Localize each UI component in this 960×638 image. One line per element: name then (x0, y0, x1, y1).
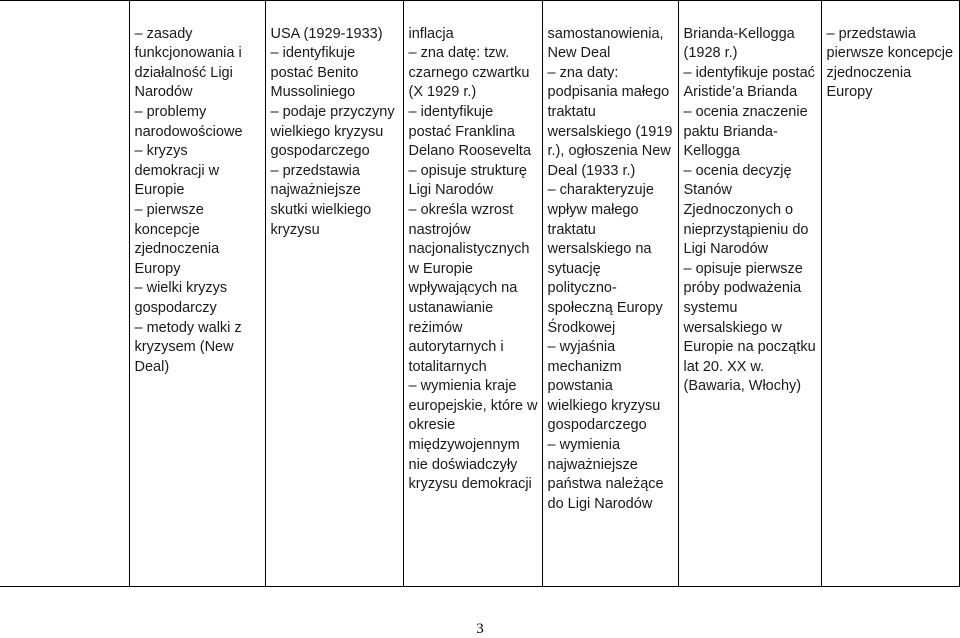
page-number: 3 (476, 621, 484, 637)
requirements-cell-good (542, 1, 678, 587)
requirements-good-text: samostanowienia, New Deal – zna daty: podpisania małego traktatu wersalskiego (1919 r.), ogłoszenia New Deal (1933 r.) – charakteryzuje wpływ małego traktatu wersalskiego na sytuację polityczno-społeczną Europy Środkowej – wyjaśnia mechanizm powstania wielkiego kryzysu gospodarczego – wymienia najważniejsze państwa należące do Ligi Narodów (547, 25, 673, 512)
requirements-very-good-text: Brianda-Kellogga (1928 r.) – identyfikuje postać Aristide’a Brianda – ocenia znaczenie paktu Brianda-Kellogga – ocenia decyzję Stanów Zjednoczonych o nieprzystąpieniu do Ligi Narodów – opisuje pierwsze próby podważenia systemu wersalskiego w Europie na początku lat 20. XX w. (Bawaria, Włochy) (683, 25, 816, 395)
requirements-excellent-text: – przedstawia pierwsze koncepcje zjednoczenia Europy (826, 25, 954, 101)
topic-text: – zasady funkcjonowania i działalność Ligi Narodów – problemy narodowościowe – kryzys demokracji w Europie – pierwsze koncepcje zjednoczenia Europy – wielki kryzys gospodarczy – metody walki z kryzysem (New Deal) (134, 25, 243, 375)
requirements-cell-sufficient (403, 1, 542, 587)
margin-cell (0, 1, 129, 587)
requirements-cell-basic (265, 1, 403, 587)
requirements-sufficient-text: inflacja – zna datę: tzw. czarnego czwartku (X 1929 r.) – identyfikuje postać Franklina Delano Roosevelta – opisuje strukturę Ligi Narodów – określa wzrost nastrojów nacjonalistycznych w Europie wpływających na ustanawianie reżimów autorytarnych i totalitarnych – wymienia kraje europejskie, które w okresie międzywojennym nie doświadczyły kryzysu demokracji (408, 25, 538, 493)
table-row (0, 1, 959, 587)
requirements-cell-very-good (678, 1, 821, 587)
requirements-cell-excellent (821, 1, 959, 587)
topic-cell (129, 1, 265, 587)
requirements-basic-text: USA (1929-1933) – identyfikuje postać Benito Mussoliniego – podaje przyczyny wielkiego kryzysu gospodarczego – przedstawia najważniejsze skutki wielkiego kryzysu (270, 25, 395, 238)
